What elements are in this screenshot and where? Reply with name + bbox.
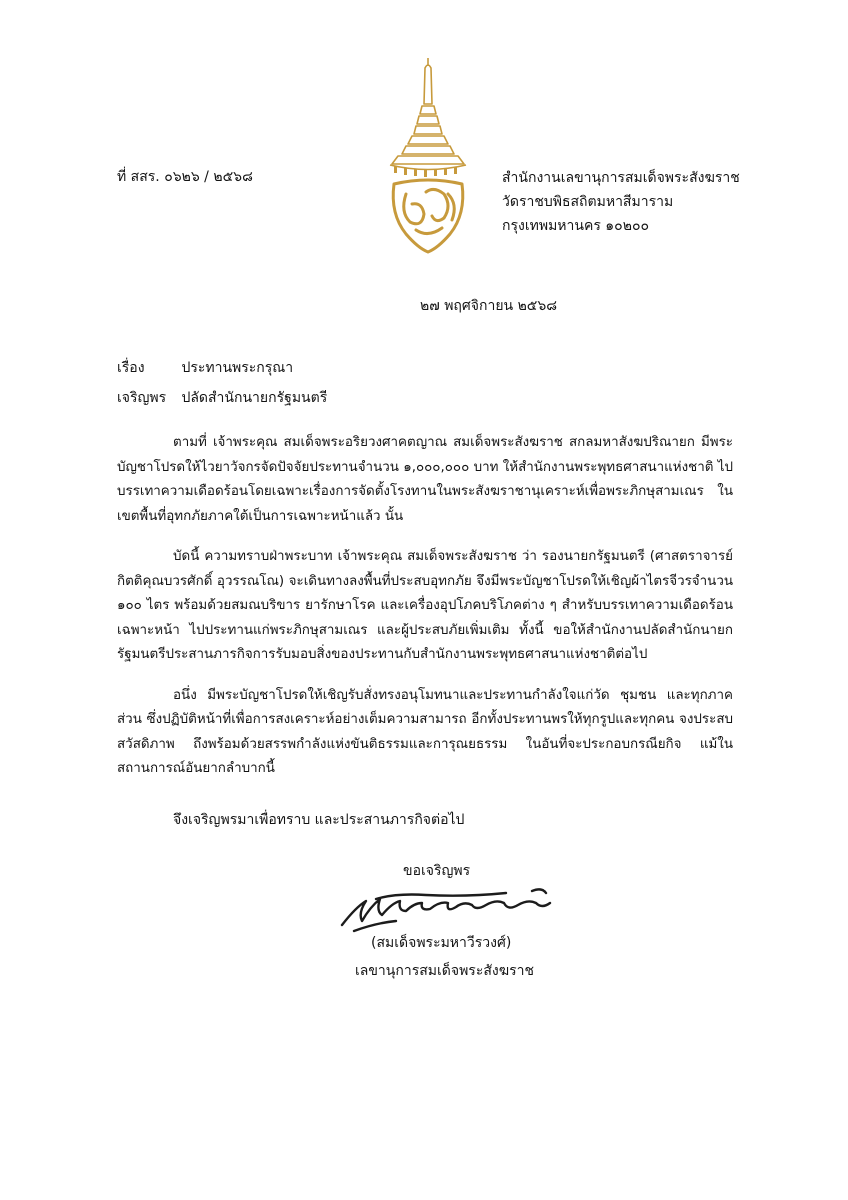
complimentary-close: ขอเจริญพร [403, 863, 471, 879]
body-paragraph: ตามที่ เจ้าพระคุณ สมเด็จพระอริยวงศาคตญาณ สมเด็จพระสังฆราช สกลมหาสังฆปริณายก มีพระบัญชาโปรดให้ไวยาวัจกรจัดปัจจัยประทานจำนวน ๑,๐๐๐,๐๐๐ บาท ให้สำนักงานพระพุทธศาสนาแห่งชาติ ไปบรรเทาความเดือดร้อนโดยเฉพาะเรื่องการจัดตั้งโรงทานในพระสังฆราชานุเคราะห์เพื่อพระภิกษุสามเณร ในเขตพื้นที่อุทกภัยภาคใต้เป็นการเฉพาะหน้าแล้ว นั้น [117, 435, 733, 524]
address-line: กรุงเทพมหานคร ๑๐๒๐๐ [502, 218, 650, 234]
sender-address [502, 166, 740, 238]
letter-body [117, 431, 733, 798]
body-paragraph: อนึ่ง มีพระบัญชาโปรดให้เชิญรับสั่งทรงอนุโมทนาและประทานกำลังใจแก่วัด ชุมชน และทุกภาคส่วน ซึ่งปฏิบัติหน้าที่เพื่อการสงเคราะห์อย่างเต็มความสามารถ อีกทั้งประทานพรให้ทุกรูปและทุกคน จงประสบสวัสดิภาพ ถึงพร้อมด้วยสรรพกำลังแห่งขันติธรรมและการุณยธรรม ในอันที่จะประกอบกรณียกิจ แม้ในสถานการณ์อันยากลำบากนี้ [117, 687, 733, 776]
closing-line: จึงเจริญพรมาเพื่อทราบ และประสานภารกิจต่อไป [173, 812, 465, 828]
subject-text: ประทานพระกรุณา [181, 360, 294, 376]
reference-number: ที่ สสร. ๐๖๒๖ / ๒๕๖๘ [117, 169, 253, 185]
letter-date: ๒๗ พฤศจิกายน ๒๕๖๘ [420, 298, 558, 314]
subject-row [117, 357, 293, 379]
recipient-row [117, 387, 327, 409]
signer-name: (สมเด็จพระมหาวีรวงศ์) [371, 935, 512, 951]
body-paragraph: บัดนี้ ความทราบฝ่าพระบาท เจ้าพระคุณ สมเด็จพระสังฆราช ว่า รองนายกรัฐมนตรี (ศาสตราจารย์กิตติคุณบวรศักดิ์ อุวรรณโณ) จะเดินทางลงพื้นที่ประสบอุทกภัย จึงมีพระบัญชาโปรดให้เชิญผ้าไตรจีวรจำนวน ๑๐๐ ไตร พร้อมด้วยสมณบริขาร ยารักษาโรค และเครื่องอุปโภคบริโภคต่าง ๆ สำหรับบรรเทาความเดือดร้อนเฉพาะหน้า ไปประทานแก่พระภิกษุสามเณร และผู้ประสบภัยเพิ่มเติม ทั้งนี้ ขอให้สำนักงานปลัดสำนักนายกรัฐมนตรีประสานภารกิจการรับมอบสิ่งของประทานกับสำนักงานพระพุทธศาสนาแห่งชาติต่อไป [117, 549, 733, 662]
address-line: สำนักงานเลขานุการสมเด็จพระสังฆราช [502, 170, 740, 186]
emblem-icon [386, 54, 470, 254]
signer-title: เลขานุการสมเด็จพระสังฆราช [355, 963, 534, 979]
recipient-text: ปลัดสำนักนายกรัฐมนตรี [181, 390, 328, 406]
subject-label: เรื่อง [117, 360, 145, 376]
signature-icon [336, 877, 568, 937]
recipient-label: เจริญพร [117, 390, 167, 406]
address-line: วัดราชบพิธสถิตมหาสีมาราม [502, 194, 674, 210]
